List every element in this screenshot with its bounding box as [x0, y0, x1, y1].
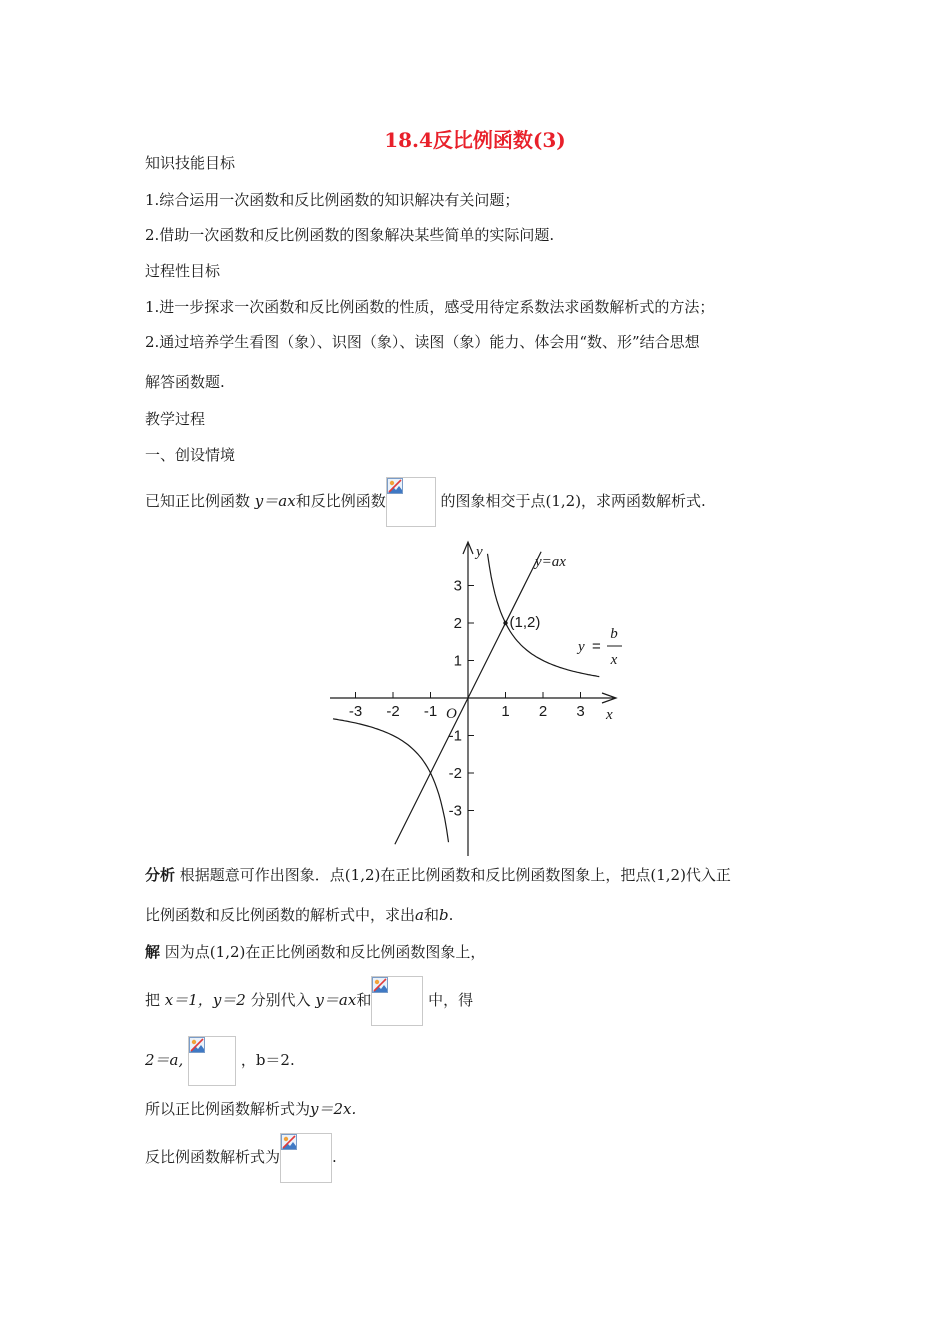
point-label: (1,2) [509, 614, 541, 631]
document-title: 18.4反比例函数(3) [384, 128, 566, 152]
knowledge-item-2: 2.借助一次函数和反比例函数的图象解决某些简单的实际问题. [145, 226, 555, 244]
solution-line-3 [145, 1035, 295, 1086]
solution-line-4 [145, 1099, 356, 1119]
y-tick-label: -2 [448, 765, 462, 782]
knowledge-item-1: 1.综合运用一次函数和反比例函数的知识解决有关问题； [145, 191, 520, 209]
problem-statement [145, 476, 706, 527]
y-value: y＝2 [212, 991, 246, 1009]
solution-line-1 [145, 942, 485, 962]
curve-label-denominator: x [610, 652, 618, 668]
analysis-label: 分析 [145, 866, 176, 884]
process-item-2b: 解答函数题. [145, 373, 225, 391]
curve-label-numerator: b [610, 626, 618, 642]
word-respectively: 分别代入 [250, 991, 311, 1009]
var-a: a [415, 906, 424, 924]
period: . [448, 906, 454, 924]
x-tick-label: 1 [501, 703, 510, 720]
y-tick-label: 2 [453, 615, 462, 632]
inverse-result-text: 反比例函数解析式为 [145, 1148, 281, 1166]
heading-knowledge-goal: 知识技能目标 [145, 154, 236, 172]
broken-image-icon [387, 478, 403, 494]
line-label: y=ax [535, 554, 566, 570]
eq-b: ，b＝2. [240, 1051, 295, 1069]
broken-image-icon [189, 1037, 205, 1053]
solution-label: 解 [145, 943, 161, 961]
var-b: b [438, 906, 449, 924]
analysis-text-2: 比例函数和反比例函数的解析式中，求出 [145, 906, 416, 924]
x-value: x＝1， [164, 991, 213, 1009]
formula-image-placeholder [371, 976, 423, 1026]
step-1-heading: 一、创设情境 [145, 446, 236, 464]
solution-line-5 [145, 1132, 337, 1183]
x-tick-label: 3 [576, 703, 585, 720]
word-and-2: 和 [356, 991, 372, 1009]
problem-pre: 已知正比例函数 [145, 492, 251, 510]
problem-mid: 和反比例函数 [295, 492, 386, 510]
process-item-1: 1.进一步探求一次函数和反比例函数的性质，感受用待定系数法求函数解析式的方法； [145, 298, 715, 316]
intersection-point [503, 621, 507, 625]
function-graph [330, 538, 630, 860]
solution-line-2 [145, 975, 473, 1026]
period-2: . [332, 1148, 337, 1166]
axes [330, 542, 616, 856]
eq-a: 2＝a, [145, 1051, 184, 1069]
problem-eq1: y＝ax [254, 492, 296, 510]
curve-label-y: y [578, 639, 585, 655]
word-get: 中，得 [428, 991, 474, 1009]
origin-label: O [446, 706, 457, 722]
formula-image-placeholder [280, 1133, 332, 1183]
heading-process-goal: 过程性目标 [145, 262, 221, 280]
y-axis-label: y [476, 544, 483, 560]
problem-post: 的图象相交于点(1,2)，求两函数解析式. [440, 492, 706, 510]
analysis-line-2 [145, 905, 453, 925]
solution-text-1: 因为点(1,2)在正比例函数和反比例函数图象上， [164, 943, 486, 961]
heading-teaching-process: 教学过程 [145, 410, 206, 428]
word-substitute: 把 [145, 991, 161, 1009]
y-tick-label: 3 [453, 577, 462, 595]
y-tick-label: -1 [448, 727, 462, 745]
x-tick-label: -2 [386, 703, 400, 720]
x-tick-label: 2 [538, 703, 548, 720]
analysis-text-1: 根据题意可作出图象．点(1,2)在正比例函数和反比例函数图象上，把点(1,2)代入正 [179, 866, 731, 884]
analysis-line-1 [145, 865, 731, 885]
broken-image-icon [281, 1134, 297, 1150]
formula-image-placeholder [188, 1036, 236, 1086]
x-axis-label: x [606, 707, 613, 723]
linear-result-text: 所以正比例函数解析式为 [145, 1100, 311, 1118]
hyperbola-branch-left [333, 719, 449, 842]
x-tick-label: -1 [423, 703, 438, 720]
process-item-2a: 2.通过培养学生看图（象）、识图（象）、读图（象）能力、体会用“数、形”结合思想 [145, 333, 700, 351]
eq-linear: y＝ax [315, 991, 357, 1009]
word-and: 和 [423, 906, 439, 924]
y-tick-label: -3 [448, 802, 462, 820]
hyperbola-branch-right [488, 554, 600, 677]
y-tick-label: 1 [453, 652, 462, 670]
graph-labels [349, 544, 622, 820]
x-tick-label: -3 [348, 703, 363, 720]
formula-image-placeholder [386, 477, 436, 527]
curve-label-eq: = [592, 638, 601, 655]
broken-image-icon [372, 977, 388, 993]
linear-result-eq: y＝2x. [310, 1100, 357, 1118]
